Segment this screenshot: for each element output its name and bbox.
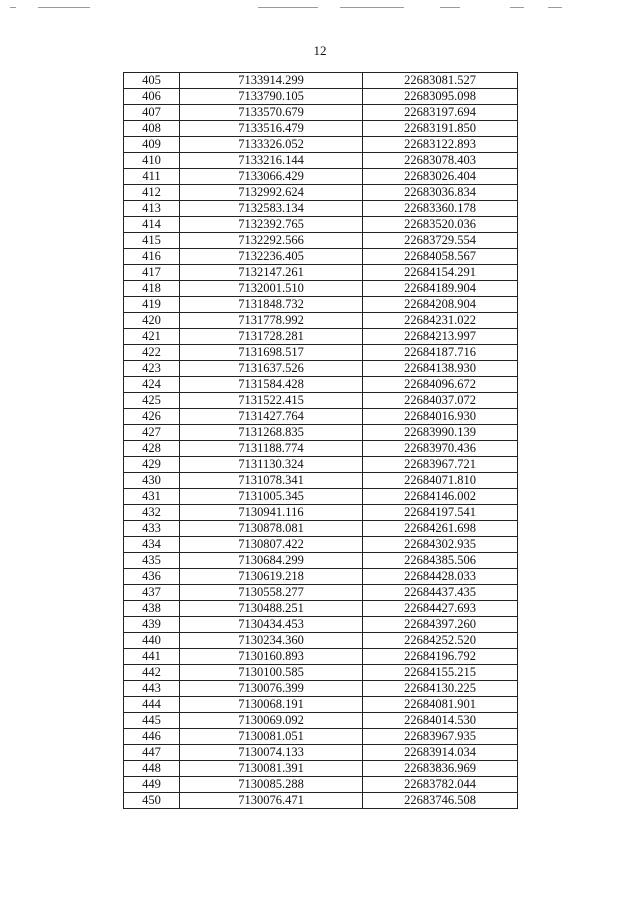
table-row xyxy=(124,105,518,121)
coordinate-table xyxy=(123,72,518,809)
y-coordinate-cell: 22684096.672 xyxy=(363,377,518,393)
y-coordinate-cell: 22684252.520 xyxy=(363,633,518,649)
y-coordinate-cell: 22683746.508 xyxy=(363,793,518,809)
x-coordinate-cell: 7130488.251 xyxy=(180,601,363,617)
table-row xyxy=(124,297,518,313)
table-row xyxy=(124,745,518,761)
x-coordinate-cell: 7130069.092 xyxy=(180,713,363,729)
x-coordinate-cell: 7130619.218 xyxy=(180,569,363,585)
point-number-cell: 412 xyxy=(124,185,180,201)
x-coordinate-cell: 7130068.191 xyxy=(180,697,363,713)
point-number-cell: 441 xyxy=(124,649,180,665)
y-coordinate-cell: 22684189.904 xyxy=(363,281,518,297)
point-number-cell: 443 xyxy=(124,681,180,697)
table-row xyxy=(124,409,518,425)
y-coordinate-cell: 22684385.506 xyxy=(363,553,518,569)
table-row xyxy=(124,233,518,249)
x-coordinate-cell: 7132992.624 xyxy=(180,185,363,201)
table-row xyxy=(124,729,518,745)
table-row xyxy=(124,153,518,169)
y-coordinate-cell: 22683197.694 xyxy=(363,105,518,121)
point-number-cell: 416 xyxy=(124,249,180,265)
table-row xyxy=(124,329,518,345)
y-coordinate-cell: 22684427.693 xyxy=(363,601,518,617)
y-coordinate-cell: 22684261.698 xyxy=(363,521,518,537)
x-coordinate-cell: 7130941.116 xyxy=(180,505,363,521)
point-number-cell: 423 xyxy=(124,361,180,377)
y-coordinate-cell: 22684130.225 xyxy=(363,681,518,697)
table-row xyxy=(124,489,518,505)
y-coordinate-cell: 22683729.554 xyxy=(363,233,518,249)
x-coordinate-cell: 7130234.360 xyxy=(180,633,363,649)
point-number-cell: 419 xyxy=(124,297,180,313)
point-number-cell: 408 xyxy=(124,121,180,137)
table-row xyxy=(124,681,518,697)
point-number-cell: 405 xyxy=(124,73,180,89)
point-number-cell: 435 xyxy=(124,553,180,569)
table-row xyxy=(124,281,518,297)
x-coordinate-cell: 7132001.510 xyxy=(180,281,363,297)
x-coordinate-cell: 7131005.345 xyxy=(180,489,363,505)
x-coordinate-cell: 7132292.566 xyxy=(180,233,363,249)
y-coordinate-cell: 22684302.935 xyxy=(363,537,518,553)
table-row xyxy=(124,521,518,537)
table-row xyxy=(124,185,518,201)
table-row xyxy=(124,713,518,729)
point-number-cell: 406 xyxy=(124,89,180,105)
x-coordinate-cell: 7131778.992 xyxy=(180,313,363,329)
y-coordinate-cell: 22683836.969 xyxy=(363,761,518,777)
table-row xyxy=(124,441,518,457)
x-coordinate-cell: 7130100.585 xyxy=(180,665,363,681)
y-coordinate-cell: 22683782.044 xyxy=(363,777,518,793)
y-coordinate-cell: 22684146.002 xyxy=(363,489,518,505)
y-coordinate-cell: 22684196.792 xyxy=(363,649,518,665)
coordinate-table-body xyxy=(124,73,518,809)
point-number-cell: 427 xyxy=(124,425,180,441)
point-number-cell: 411 xyxy=(124,169,180,185)
point-number-cell: 425 xyxy=(124,393,180,409)
table-row xyxy=(124,169,518,185)
y-coordinate-cell: 22684155.215 xyxy=(363,665,518,681)
point-number-cell: 418 xyxy=(124,281,180,297)
table-row xyxy=(124,249,518,265)
y-coordinate-cell: 22684428.033 xyxy=(363,569,518,585)
x-coordinate-cell: 7130076.471 xyxy=(180,793,363,809)
y-coordinate-cell: 22684154.291 xyxy=(363,265,518,281)
y-coordinate-cell: 22683095.098 xyxy=(363,89,518,105)
table-row xyxy=(124,665,518,681)
table-row xyxy=(124,393,518,409)
table-row xyxy=(124,601,518,617)
table-row xyxy=(124,137,518,153)
point-number-cell: 431 xyxy=(124,489,180,505)
y-coordinate-cell: 22684213.997 xyxy=(363,329,518,345)
x-coordinate-cell: 7133914.299 xyxy=(180,73,363,89)
point-number-cell: 436 xyxy=(124,569,180,585)
point-number-cell: 442 xyxy=(124,665,180,681)
point-number-cell: 429 xyxy=(124,457,180,473)
x-coordinate-cell: 7132583.134 xyxy=(180,201,363,217)
point-number-cell: 430 xyxy=(124,473,180,489)
point-number-cell: 447 xyxy=(124,745,180,761)
y-coordinate-cell: 22683990.139 xyxy=(363,425,518,441)
y-coordinate-cell: 22683970.436 xyxy=(363,441,518,457)
point-number-cell: 414 xyxy=(124,217,180,233)
y-coordinate-cell: 22684208.904 xyxy=(363,297,518,313)
point-number-cell: 420 xyxy=(124,313,180,329)
point-number-cell: 449 xyxy=(124,777,180,793)
table-row xyxy=(124,121,518,137)
y-coordinate-cell: 22684058.567 xyxy=(363,249,518,265)
point-number-cell: 415 xyxy=(124,233,180,249)
point-number-cell: 417 xyxy=(124,265,180,281)
table-row xyxy=(124,217,518,233)
x-coordinate-cell: 7131522.415 xyxy=(180,393,363,409)
x-coordinate-cell: 7131427.764 xyxy=(180,409,363,425)
table-row xyxy=(124,73,518,89)
y-coordinate-cell: 22683967.935 xyxy=(363,729,518,745)
table-row xyxy=(124,553,518,569)
point-number-cell: 445 xyxy=(124,713,180,729)
x-coordinate-cell: 7131698.517 xyxy=(180,345,363,361)
x-coordinate-cell: 7131848.732 xyxy=(180,297,363,313)
y-coordinate-cell: 22684037.072 xyxy=(363,393,518,409)
table-row xyxy=(124,89,518,105)
table-row xyxy=(124,313,518,329)
y-coordinate-cell: 22683360.178 xyxy=(363,201,518,217)
page-number: 12 xyxy=(313,43,327,58)
x-coordinate-cell: 7130081.051 xyxy=(180,729,363,745)
table-row xyxy=(124,777,518,793)
x-coordinate-cell: 7131584.428 xyxy=(180,377,363,393)
y-coordinate-cell: 22683078.403 xyxy=(363,153,518,169)
y-coordinate-cell: 22683191.850 xyxy=(363,121,518,137)
y-coordinate-cell: 22684231.022 xyxy=(363,313,518,329)
x-coordinate-cell: 7133216.144 xyxy=(180,153,363,169)
x-coordinate-cell: 7130160.893 xyxy=(180,649,363,665)
y-coordinate-cell: 22683122.893 xyxy=(363,137,518,153)
x-coordinate-cell: 7132147.261 xyxy=(180,265,363,281)
y-coordinate-cell: 22683967.721 xyxy=(363,457,518,473)
y-coordinate-cell: 22684014.530 xyxy=(363,713,518,729)
y-coordinate-cell: 22684397.260 xyxy=(363,617,518,633)
point-number-cell: 428 xyxy=(124,441,180,457)
point-number-cell: 409 xyxy=(124,137,180,153)
x-coordinate-cell: 7131188.774 xyxy=(180,441,363,457)
table-row xyxy=(124,793,518,809)
y-coordinate-cell: 22684197.541 xyxy=(363,505,518,521)
x-coordinate-cell: 7130878.081 xyxy=(180,521,363,537)
point-number-cell: 444 xyxy=(124,697,180,713)
x-coordinate-cell: 7133066.429 xyxy=(180,169,363,185)
y-coordinate-cell: 22683036.834 xyxy=(363,185,518,201)
y-coordinate-cell: 22684138.930 xyxy=(363,361,518,377)
table-row xyxy=(124,633,518,649)
x-coordinate-cell: 7131078.341 xyxy=(180,473,363,489)
point-number-cell: 421 xyxy=(124,329,180,345)
point-number-cell: 410 xyxy=(124,153,180,169)
scan-artifact-line xyxy=(0,5,640,11)
point-number-cell: 440 xyxy=(124,633,180,649)
y-coordinate-cell: 22684437.435 xyxy=(363,585,518,601)
table-row xyxy=(124,361,518,377)
point-number-cell: 439 xyxy=(124,617,180,633)
table-row xyxy=(124,345,518,361)
table-row xyxy=(124,537,518,553)
x-coordinate-cell: 7131130.324 xyxy=(180,457,363,473)
point-number-cell: 426 xyxy=(124,409,180,425)
point-number-cell: 446 xyxy=(124,729,180,745)
table-row xyxy=(124,425,518,441)
x-coordinate-cell: 7132236.405 xyxy=(180,249,363,265)
x-coordinate-cell: 7130807.422 xyxy=(180,537,363,553)
table-row xyxy=(124,569,518,585)
y-coordinate-cell: 22683914.034 xyxy=(363,745,518,761)
x-coordinate-cell: 7130081.391 xyxy=(180,761,363,777)
point-number-cell: 413 xyxy=(124,201,180,217)
point-number-cell: 448 xyxy=(124,761,180,777)
point-number-cell: 437 xyxy=(124,585,180,601)
x-coordinate-cell: 7131728.281 xyxy=(180,329,363,345)
y-coordinate-cell: 22683026.404 xyxy=(363,169,518,185)
x-coordinate-cell: 7130085.288 xyxy=(180,777,363,793)
table-row xyxy=(124,457,518,473)
y-coordinate-cell: 22684071.810 xyxy=(363,473,518,489)
point-number-cell: 424 xyxy=(124,377,180,393)
x-coordinate-cell: 7130558.277 xyxy=(180,585,363,601)
point-number-cell: 407 xyxy=(124,105,180,121)
point-number-cell: 438 xyxy=(124,601,180,617)
x-coordinate-cell: 7130076.399 xyxy=(180,681,363,697)
point-number-cell: 422 xyxy=(124,345,180,361)
y-coordinate-cell: 22684081.901 xyxy=(363,697,518,713)
table-row xyxy=(124,505,518,521)
y-coordinate-cell: 22684016.930 xyxy=(363,409,518,425)
table-row xyxy=(124,265,518,281)
y-coordinate-cell: 22683081.527 xyxy=(363,73,518,89)
table-row xyxy=(124,649,518,665)
x-coordinate-cell: 7132392.765 xyxy=(180,217,363,233)
table-row xyxy=(124,697,518,713)
x-coordinate-cell: 7133570.679 xyxy=(180,105,363,121)
x-coordinate-cell: 7130684.299 xyxy=(180,553,363,569)
x-coordinate-cell: 7133516.479 xyxy=(180,121,363,137)
table-row xyxy=(124,201,518,217)
point-number-cell: 434 xyxy=(124,537,180,553)
point-number-cell: 432 xyxy=(124,505,180,521)
point-number-cell: 450 xyxy=(124,793,180,809)
y-coordinate-cell: 22684187.716 xyxy=(363,345,518,361)
x-coordinate-cell: 7133790.105 xyxy=(180,89,363,105)
table-row xyxy=(124,585,518,601)
table-row xyxy=(124,761,518,777)
x-coordinate-cell: 7133326.052 xyxy=(180,137,363,153)
table-row xyxy=(124,473,518,489)
y-coordinate-cell: 22683520.036 xyxy=(363,217,518,233)
x-coordinate-cell: 7131268.835 xyxy=(180,425,363,441)
point-number-cell: 433 xyxy=(124,521,180,537)
x-coordinate-cell: 7131637.526 xyxy=(180,361,363,377)
table-row xyxy=(124,377,518,393)
x-coordinate-cell: 7130434.453 xyxy=(180,617,363,633)
table-row xyxy=(124,617,518,633)
x-coordinate-cell: 7130074.133 xyxy=(180,745,363,761)
